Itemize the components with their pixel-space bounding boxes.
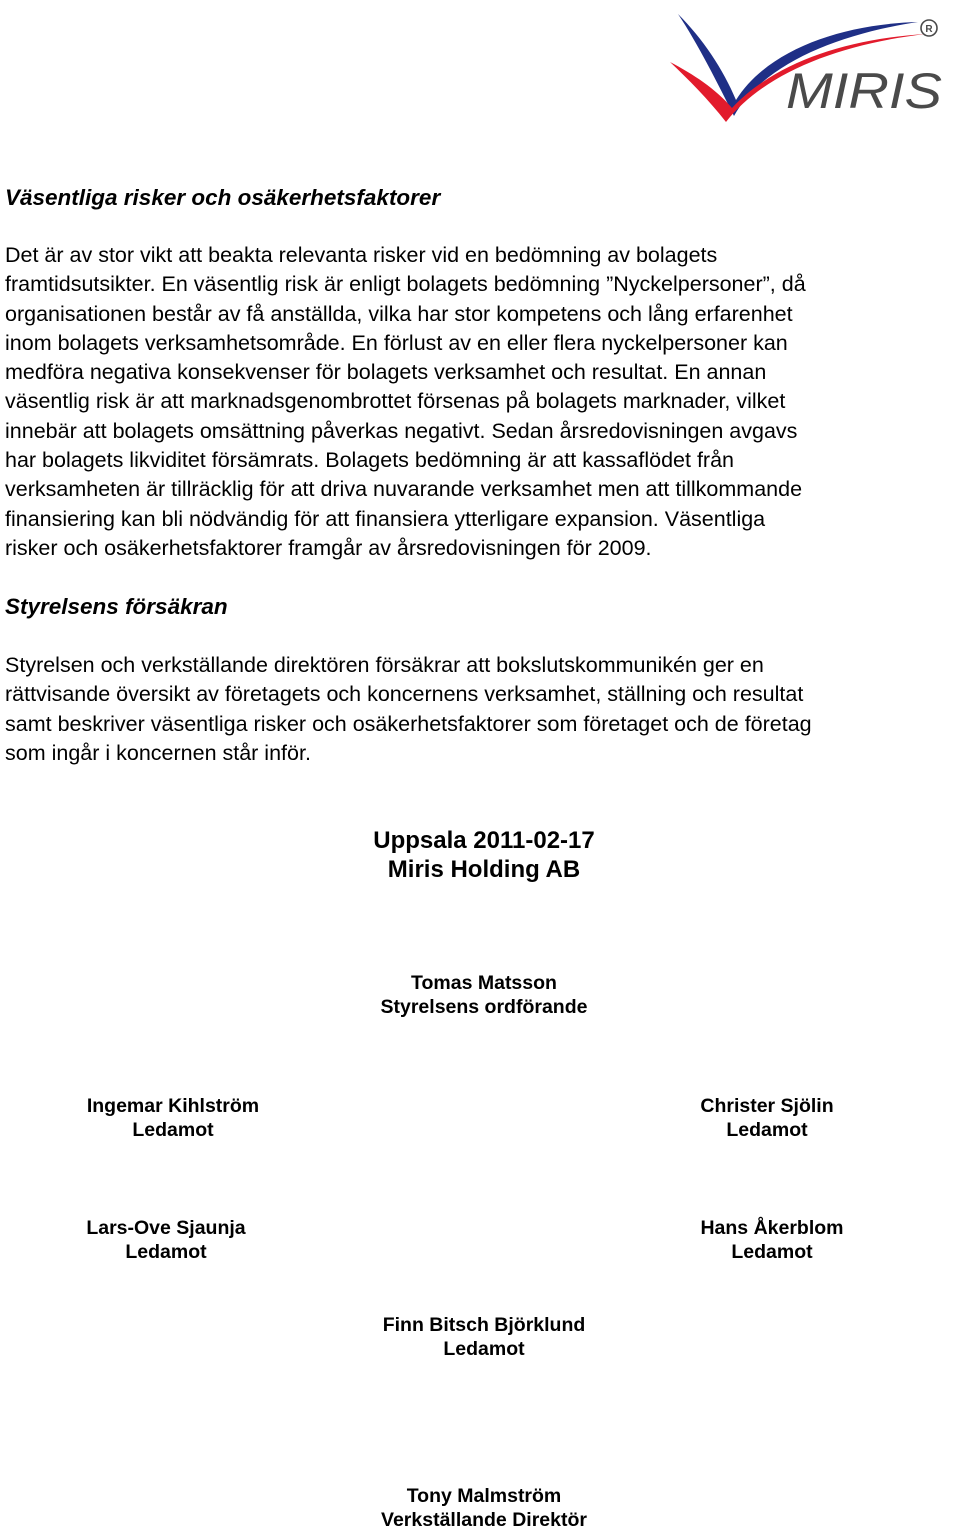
signatory-name: Finn Bitsch Björklund: [382, 1314, 586, 1336]
board-heading: Styrelsens försäkran: [5, 594, 228, 619]
logo-wordmark: MIRIS: [786, 63, 942, 119]
board-paragraph: [5, 651, 960, 768]
signatory-role: Ledamot: [443, 1338, 525, 1360]
signatory-role: Styrelsens ordförande: [380, 996, 588, 1018]
miris-logo: [668, 4, 948, 126]
signatory-name: Tomas Matsson: [411, 972, 557, 994]
signatory-name: Hans Åkerblom: [700, 1217, 844, 1239]
signature-chair: [284, 971, 684, 1019]
risks-line: Det är av stor vikt att beakta relevanta risker vid en bedömning av bolagets: [5, 243, 718, 267]
signature-right-2: [695, 1216, 849, 1264]
signatory-name: Lars-Ove Sjaunja: [86, 1217, 246, 1239]
signatory-name: Tony Malmström: [406, 1485, 562, 1507]
board-line: samt beskriver väsentliga risker och osäkerhetsfaktorer som företaget och de företag: [5, 711, 812, 736]
signatory-role: Verkställande Direktör: [381, 1509, 587, 1531]
signatory-name: Christer Sjölin: [700, 1095, 834, 1117]
risks-line: risker och osäkerhetsfaktorer framgår av årsredovisningen för 2009.: [5, 535, 652, 560]
signatory-role: Ledamot: [125, 1241, 207, 1263]
signature-left-1: [80, 1094, 266, 1142]
risks-line: verksamheten är tillräcklig för att driva nuvarande verksamhet men att tillkommande: [5, 477, 803, 502]
board-line: rättvisande översikt av företagets och koncernens verksamhet, ställning och resultat: [5, 682, 804, 707]
risks-heading: Väsentliga risker och osäkerhetsfaktorer: [5, 185, 441, 210]
signatory-name: Ingemar Kihlström: [86, 1095, 260, 1117]
risks-line: väsentlig risk är att marknadsgenombrottet försenas på bolagets marknader, vilket: [5, 389, 786, 414]
signature-left-2: [80, 1216, 252, 1264]
place-date: Uppsala 2011-02-17: [373, 827, 595, 854]
signatory-role: Ledamot: [731, 1241, 813, 1263]
signature-right-1: [695, 1094, 839, 1142]
risks-line: har bolagets likviditet försämrats. Bolagets bedömning är att kassaflödet från: [5, 448, 734, 473]
board-line: som ingår i koncernen står inför.: [5, 740, 311, 765]
risks-line: innebär att bolagets omsättning påverkas negativt. Sedan årsredovisningen avgavs: [5, 418, 798, 443]
signatory-role: Ledamot: [726, 1119, 808, 1141]
signature-center-3: [284, 1313, 684, 1361]
signature-ceo: [284, 1484, 684, 1532]
miris-logo-mark: [668, 4, 948, 126]
signatory-role: Ledamot: [132, 1119, 214, 1141]
registered-mark-letter: R: [925, 24, 933, 35]
risks-line: organisationen består av få anställda, vilka har stor kompetens och lång erfarenhet: [5, 301, 793, 326]
risks-paragraph: [5, 241, 960, 563]
company-name: Miris Holding AB: [387, 856, 581, 883]
risks-line: framtidsutsikter. En väsentlig risk är enligt bolagets bedömning ”Nyckelpersoner”, då: [5, 272, 806, 297]
place-date-block: [0, 826, 960, 884]
risks-line: inom bolagets verksamhetsområde. En förlust av en eller flera nyckelpersoner kan: [5, 330, 788, 355]
risks-line: medföra negativa konsekvenser för bolagets verksamhet och resultat. En annan: [5, 360, 767, 385]
risks-line: finansiering kan bli nödvändig för att finansiera ytterligare expansion. Väsentliga: [5, 506, 766, 531]
board-line: Styrelsen och verkställande direktören försäkrar att bokslutskommunikén ger en: [5, 653, 764, 677]
